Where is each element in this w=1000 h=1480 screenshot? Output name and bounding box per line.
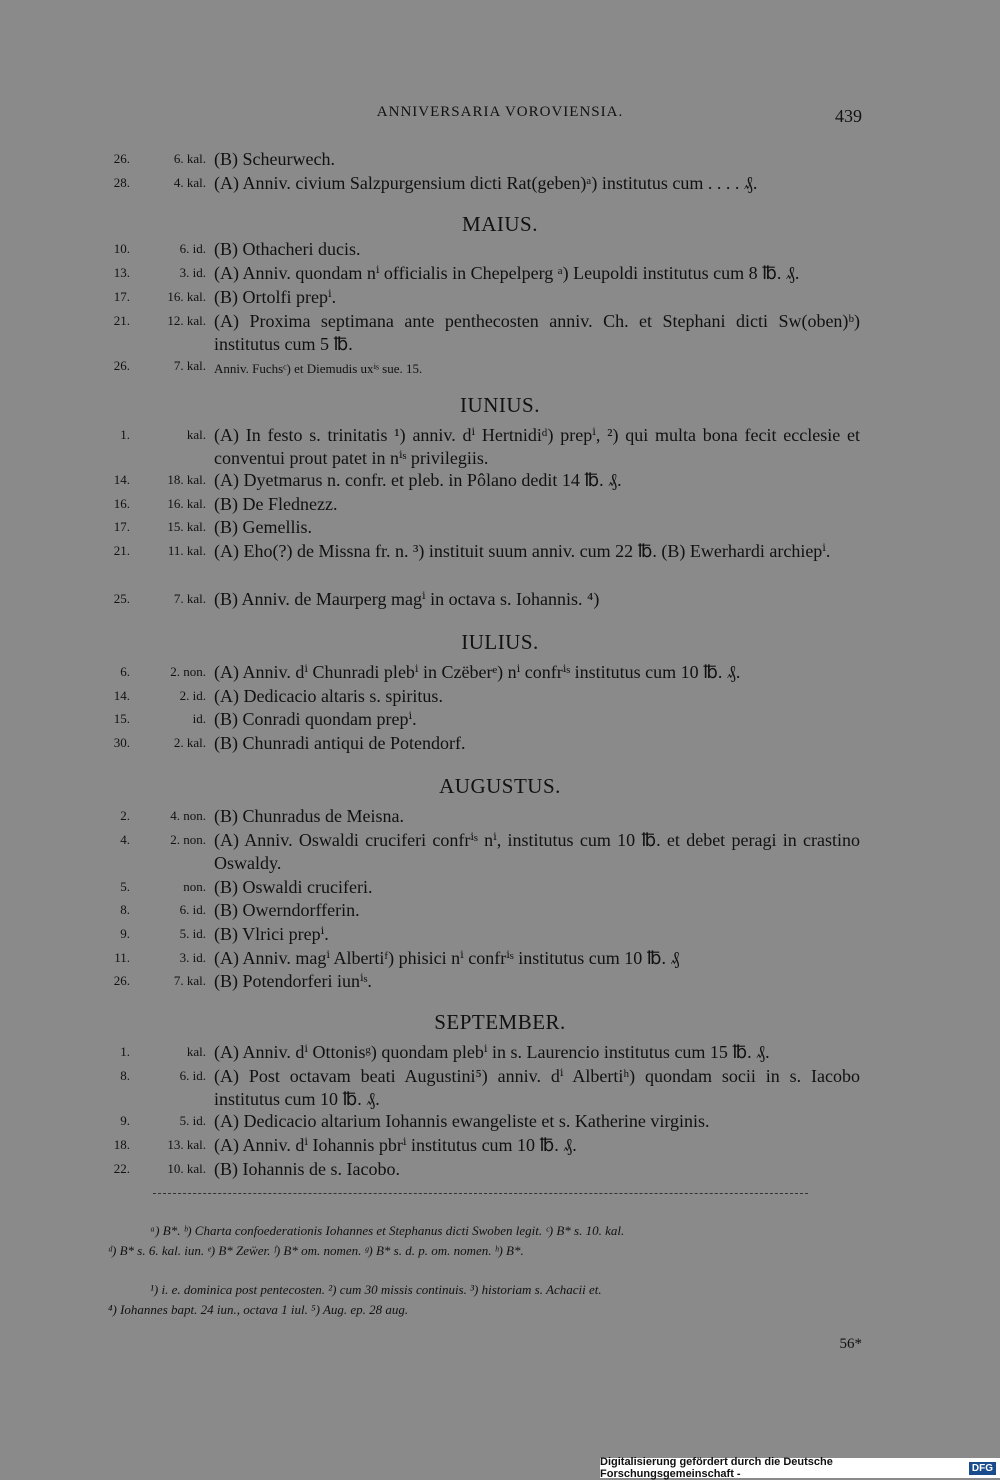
- entry-text: (B) Chunradus de Meisna.: [214, 806, 404, 826]
- entry-text: (B) Oswaldi cruciferi.: [214, 877, 373, 897]
- entry-day: 11.: [114, 950, 130, 965]
- entry-text: (B) Iohannis de s. Iacobo.: [214, 1159, 400, 1179]
- entry-text: (A) In festo s. trinitatis ¹) anniv. dⁱ Hertnidiᵈ) prepⁱ, ²) qui multa bona fecit ecclesie et conventui prout patet in nⁱˢ privilegiis.: [214, 425, 860, 468]
- entry-text: Anniv. Fuchsᶜ) et Diemudis uxⁱˢ sue. 15.: [214, 361, 423, 376]
- entry-date: 13. kal.: [167, 1137, 206, 1152]
- entry-day: 14.: [113, 472, 130, 487]
- entry-day: 8.: [120, 1068, 130, 1083]
- entry-day: 10.: [113, 241, 130, 256]
- banner-text: Digitalisierung gefördert durch die Deutsche Forschungsgemeinschaft -: [600, 1456, 833, 1480]
- entry-date: 5. id.: [179, 926, 206, 941]
- entry-text: (A) Dedicacio altaris s. spiritus.: [214, 686, 443, 706]
- entry-text: (A) Eho(?) de Missna fr. n. ³) instituit suum anniv. cum 22 ℔. (B) Ewerhardi archiepⁱ.: [214, 541, 831, 561]
- entry-day: 13.: [113, 265, 130, 280]
- running-title: ANNIVERSARIA VOROVIENSIA.: [376, 104, 624, 120]
- entry-day: 28.: [113, 175, 130, 190]
- entry-day: 21.: [113, 313, 130, 328]
- entry-date: 6. id.: [179, 1068, 206, 1083]
- entry-text: (B) Conradi quondam prepⁱ.: [214, 709, 417, 729]
- entry-text: (B) Potendorferi iunⁱˢ.: [214, 971, 372, 991]
- entry-date: 12. kal.: [167, 313, 206, 328]
- footnote-number-line-2: ⁴) Iohannes bapt. 24 iun., octava 1 iul. ⁵) Aug. ep. 28 aug.: [108, 1302, 409, 1317]
- entry-date: 3. id.: [179, 950, 206, 965]
- entry-day: 17.: [113, 519, 130, 534]
- entry-text: (A) Dyetmarus n. confr. et pleb. in Pôlano dedit 14 ℔. ₰.: [214, 470, 622, 490]
- entry-text: (B) De Flednezz.: [214, 494, 338, 514]
- entry-date: kal.: [186, 427, 206, 442]
- entry-text: (A) Anniv. dⁱ Ottonisᵍ) quondam plebⁱ in s. Laurencio institutus cum 15 ℔. ₰.: [214, 1042, 770, 1062]
- entry-text: (B) Scheurwech.: [214, 149, 335, 169]
- entry-date: id.: [192, 711, 206, 726]
- entry-day: 30.: [113, 735, 130, 750]
- page-number: 439: [835, 106, 862, 126]
- dfg-logo: DFG: [969, 1462, 996, 1475]
- entry-date: 2. kal.: [173, 735, 206, 750]
- entry-date: 7. kal.: [173, 973, 206, 988]
- entry-date: 2. non.: [170, 664, 206, 679]
- entry-text: (B) Ortolfi prepⁱ.: [214, 287, 337, 307]
- entry-text: (A) Dedicacio altarium Iohannis ewangeliste et s. Katherine virginis.: [214, 1111, 710, 1131]
- entry-date: 6. id.: [179, 241, 206, 256]
- entry-day: 22.: [113, 1161, 130, 1176]
- entry-text: (A) Anniv. quondam nⁱ officialis in Chepelperg ᵃ) Leupoldi institutus cum 8 ℔. ₰.: [214, 263, 800, 283]
- entry-date: 5. id.: [179, 1113, 206, 1128]
- entry-day: 26.: [113, 973, 130, 988]
- entry-date: 15. kal.: [167, 519, 206, 534]
- footnote-letter-line-2: ᵈ) B* s. 6. kal. iun. ᵉ) B* Zeẅer. ᶠ) B* om. nomen. ᵍ) B* s. d. p. om. nomen. ʰ) B*.: [108, 1243, 524, 1258]
- entry-date: 6. kal.: [173, 151, 206, 166]
- entry-day: 6.: [120, 664, 130, 679]
- entry-day: 9.: [120, 1113, 130, 1128]
- entry-day: 17.: [113, 289, 130, 304]
- section-title: IULIUS.: [461, 630, 539, 654]
- entry-date: 11. kal.: [167, 543, 206, 558]
- entry-day: 15.: [113, 711, 130, 726]
- section-title: AUGUSTUS.: [439, 774, 561, 798]
- entry-day: 25.: [113, 591, 130, 606]
- entry-text: (A) Anniv. dⁱ Chunradi plebⁱ in Czëberᵉ) nⁱ confrⁱˢ institutus cum 10 ℔. ₰.: [214, 662, 741, 682]
- entry-text: (B) Gemellis.: [214, 517, 312, 537]
- entry-text: (A) Anniv. dⁱ Iohannis pbrⁱ institutus cum 10 ℔. ₰.: [214, 1135, 577, 1155]
- entry-date: 6. id.: [179, 902, 206, 917]
- entry-text: (B) Vlrici prepⁱ.: [214, 924, 329, 944]
- entry-text: (A) Anniv. magⁱ Albertiᶠ) phisici nⁱ confrⁱˢ institutus cum 10 ℔. ₰: [214, 948, 680, 968]
- entry-day: 18.: [113, 1137, 130, 1152]
- entry-day: 26.: [113, 151, 130, 166]
- entry-text: (A) Anniv. civium Salzpurgensium dicti Rat(geben)ᵃ) institutus cum . . . . ₰.: [214, 173, 758, 193]
- entry-day: 4.: [120, 832, 130, 847]
- signature-mark: 56*: [839, 1336, 862, 1352]
- entry-day: 2.: [120, 808, 130, 823]
- entry-text: (A) Post octavam beati Augustini⁵) anniv. dⁱ Albertiʰ) quondam socii in s. Iacobo institutus cum 10 ℔. ₰.: [214, 1066, 860, 1109]
- entry-date: 16. kal.: [167, 496, 206, 511]
- entry-text: (B) Anniv. de Maurperg magⁱ in octava s. Iohannis. ⁴): [214, 589, 600, 609]
- entry-date: 7. kal.: [173, 591, 206, 606]
- entry-text: (A) Anniv. Oswaldi cruciferi confrⁱˢ nⁱ, institutus cum 10 ℔. et debet peragi in crastino Oswaldy.: [214, 830, 860, 873]
- entry-date: 4. non.: [170, 808, 206, 823]
- entry-text: (B) Owerndorfferin.: [214, 900, 360, 920]
- entry-date: 7. kal.: [173, 358, 206, 373]
- entry-day: 16.: [113, 496, 130, 511]
- section-title: IUNIUS.: [460, 393, 540, 417]
- entry-day: 21.: [113, 543, 130, 558]
- footnote-letter-line-1: ᵃ) B*. ᵇ) Charta confoederationis Iohannes et Stephanus dicti Swoben legit. ᶜ) B* s. 10. kal.: [150, 1223, 625, 1238]
- entry-date: 2. id.: [179, 688, 206, 703]
- entry-day: 14.: [113, 688, 130, 703]
- entry-text: (A) Proxima septimana ante penthecosten anniv. Ch. et Stephani dicti Sw(oben)ᵇ) institutus cum 5 ℔.: [214, 311, 860, 354]
- entry-text: (B) Chunradi antiqui de Potendorf.: [214, 733, 466, 753]
- section-title: MAIUS.: [462, 212, 538, 236]
- footnote-rule: [153, 1193, 808, 1194]
- footnote-number-line-1: ¹) i. e. dominica post pentecosten. ²) cum 30 missis continuis. ³) historiam s. Achacii et.: [150, 1282, 602, 1297]
- entry-day: 5.: [120, 879, 130, 894]
- entry-date: 2. non.: [170, 832, 206, 847]
- entry-date: 10. kal.: [167, 1161, 206, 1176]
- entry-day: 9.: [120, 926, 130, 941]
- entry-date: non.: [183, 879, 206, 894]
- section-title: SEPTEMBER.: [434, 1010, 566, 1034]
- entry-text: (B) Othacheri ducis.: [214, 239, 361, 259]
- entry-date: 3. id.: [179, 265, 206, 280]
- entry-date: 4. kal.: [173, 175, 206, 190]
- entry-day: 8.: [120, 902, 130, 917]
- entry-date: 18. kal.: [167, 472, 206, 487]
- entry-day: 1.: [120, 427, 130, 442]
- entry-day: 26.: [113, 358, 130, 373]
- entry-date: 16. kal.: [167, 289, 206, 304]
- entry-day: 1.: [120, 1044, 130, 1059]
- entry-date: kal.: [186, 1044, 206, 1059]
- digitization-banner: [600, 1458, 1000, 1478]
